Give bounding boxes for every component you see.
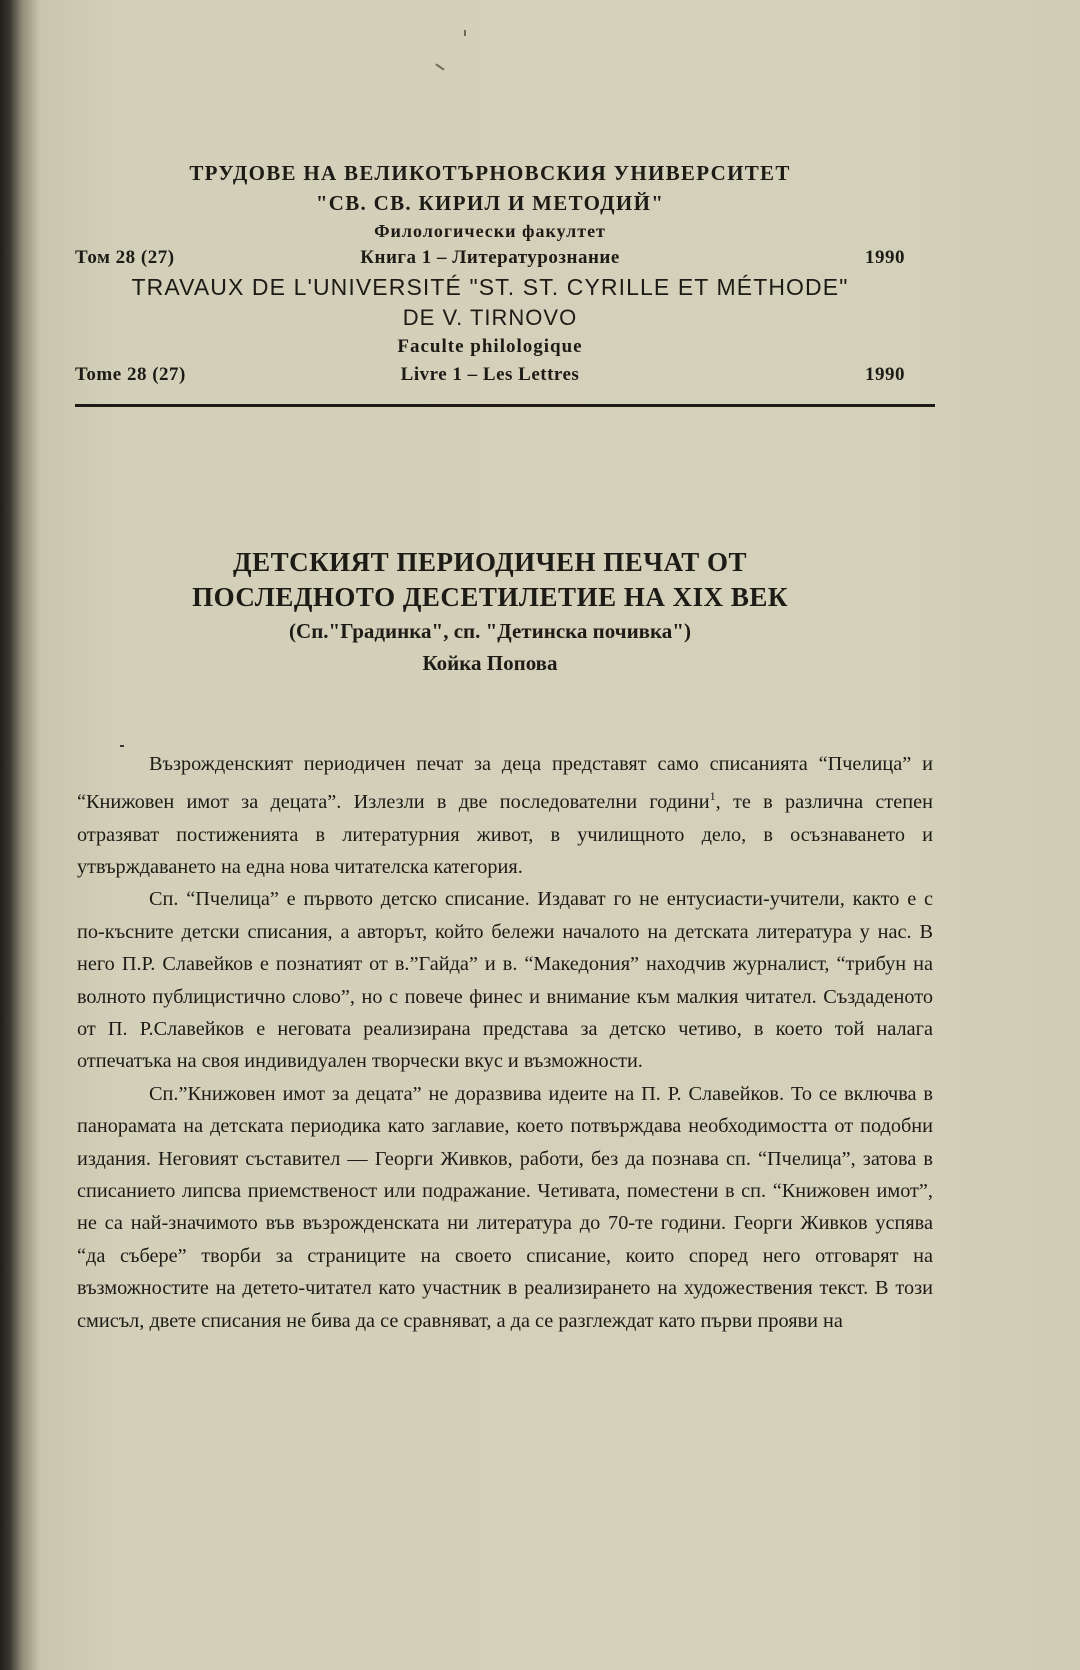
header-bg-volume-row [75,244,905,272]
paragraph-text: , те в различна степен отразяват постиженията в литературния живот, в училищното дело, в осъзнаването и утвърждаването на една нова читателска категория. [77,791,933,878]
header-fr-city: DE V. TIRNOVO [402,305,578,330]
article-title-line-1: ДЕТСКИЯТ ПЕРИОДИЧЕН ПЕЧАТ ОТ [233,547,747,577]
header-bg-saints: "СВ. СВ. КИРИЛ И МЕТОДИЙ" [315,191,665,215]
paragraph [77,883,933,1077]
scan-artifact [464,30,466,36]
header-fr-faculty: Faculte philologique [397,336,583,357]
article-subtitle: (Сп."Градинка", сп. "Детинска почивка") [289,619,691,643]
journal-header [75,158,905,389]
header-fr-university: TRAVAUX DE L'UNIVERSITÉ "ST. ST. CYRILLE ET MÉTHODE" [131,274,849,300]
paragraph-text: Възрожденският периодичен печат за деца представят само списанията “Пчелица” и “Книжовен имот за децата”. Излезли в две последователни години [77,753,933,814]
paragraph-text: Сп. “Пчелица” е първото детско списание. Издават го не ентусиасти-учители, както е с по-късните детски списания, а авторът, който бележи началото на детската литература у нас. В него П.Р. Славейков е познатият от в.”Гайда” и в. “Македония” находчив журналист, “трибун на волното публицистично слово”, но с повече финес и внимание към малкия читател. Създаденото от П. Р.Славейков е неговата реализирана представа за детско четиво, в което той налага отпечатъка на своя индивидуален творчески вкус и възможности. [77,888,933,1073]
header-bg-volume: Том 28 (27) [75,247,175,268]
paragraph [77,1078,933,1337]
article-body [77,748,933,1337]
paragraph-text: Сп.”Книжовен имот за децата” не доразвива идеите на П. Р. Славейков. То се включва в панорамата на детската периодика като заглавие, което потвърждава необходимостта от подобни издания. Неговият съставител — Георги Живков, работи, без да познава сп. “Пчелица”, затова в списанието липсва приемственост или подражание. Четивата, поместени в сп. “Книжовен имот”, не са най-значимото във възрожденската ни литература до 70-те години. Георги Живков успява “да събере” творби за страниците на своето списание, които според него отговарят на възможностите на детето-читател като участник в реализирането на художествения текст. В този смисъл, двете списания не бива да се сравняват, а да се разглеждат като първи прояви на [77,1082,933,1332]
header-divider [75,404,935,407]
header-bg-university: ТРУДОВЕ НА ВЕЛИКОТЪРНОВСКИЯ УНИВЕРСИТЕТ [189,161,791,185]
paragraph [77,748,933,883]
article-author: Койка Попова [422,651,558,675]
scan-artifact [120,745,124,747]
header-fr-volume: Tome 28 (27) [75,364,186,385]
footnote-marker: 1 [709,789,716,804]
header-fr-volume-row [75,361,905,389]
header-bg-faculty: Филологически факултет [374,221,606,241]
article-title-block [75,545,905,679]
article-title-line-2: ПОСЛЕДНОТО ДЕСЕТИЛЕТИЕ НА XIX ВЕК [192,582,788,612]
header-bg-book: Книга 1 – Литературознание [360,247,620,268]
header-fr-book: Livre 1 – Les Lettres [400,364,580,385]
header-fr-year: 1990 [865,364,905,385]
header-bg-year: 1990 [865,247,905,268]
scan-artifact [435,63,444,70]
